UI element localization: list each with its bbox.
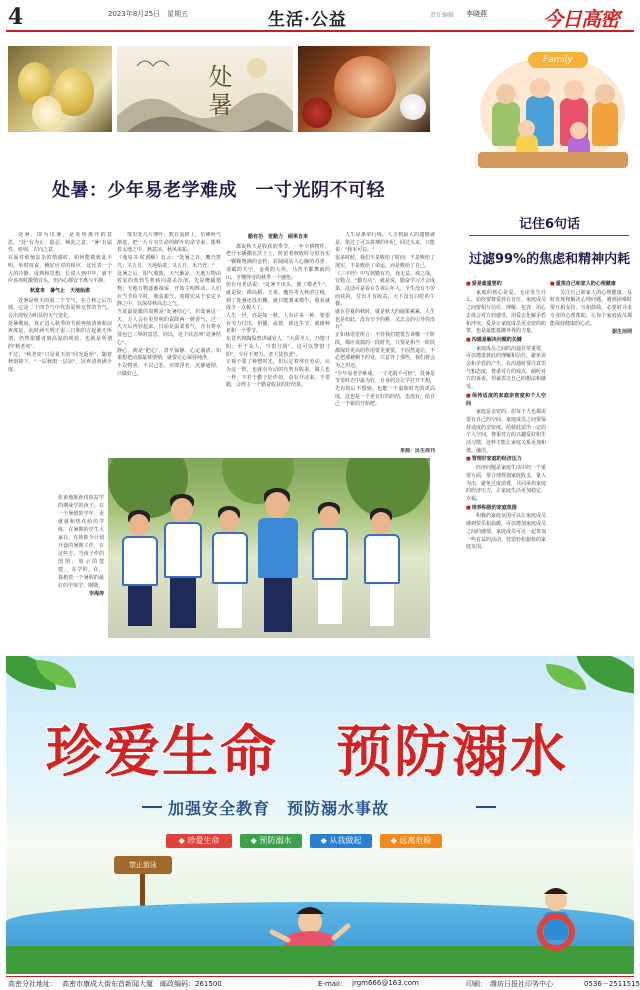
newspaper-logo: 今日高密 [543,7,619,31]
caption-author: 李海涛 [88,591,104,597]
subheading: ■ 培养积极的家庭氛围 [466,505,546,513]
child-with-ring-icon [526,884,586,964]
swimming-child-icon [266,902,356,962]
footer-printer: 潍坊日报社印务中心 [490,980,553,988]
drowning-prevention-banner [6,656,634,974]
paragraph: 家庭是亲密的，但每个人也都需要有自己的空间。家庭成员之间要保持适度的亲密度，给彼此留出一定的个人空间，尊重对方的兴趣爱好和生活习惯，这样才能让家庭关系更加和谐、融洽。 [466,409,546,454]
tag-start-with-me: ◆ 从我做起 [310,834,372,848]
article-source: 来源：民生周刊 [399,448,435,454]
no-swimming-sign: 禁止游泳 [114,856,172,874]
soup-photo [298,46,430,132]
subheading: ■ 管理好家庭的经济压力 [466,456,546,464]
paragraph: 都说秋天是收获的季节，一年辛耕物件，把汗水播撒在沃土上，阶留着秋收时分很谷实一颗颗饱满的金粒，彩阔阅站人心胸的苏喜。请霸的天空，金黄的大块，马背羊都舞就的山，才懂得劳的秋季一个感悟。 但有句老话说："处暑不出头，割了喂老牛"。就是说：捧高稻、玉米，魔谷等大秋的庄稼，到了处暑还没出穗，就只能割来喂牛，收获就成少一点极大了。 人生一世，亦是如一秋。人有许多一种，要很有劳力付出，但播，或禧，就这生节，就像种花积一个季节。 东晋名将陶侃曾讲诫官人："大禹圣人，乃惜寸阴；至于众人，当惜分阴"。这可以警惜寸阴"，少壮不努力，老大徒伤悲"。 正视不要了种整时光，但后定着努有劳动，认为这一阵，也就有劳动的有努有收来，做人也一样，不若于勤于好作如，奋有开动来，不要勤，会得主一个勤奋收获的好结果。 [226,243,330,389]
article-source-box [335,448,435,457]
soup-bowl [334,56,396,118]
page-footer [0,976,640,990]
family-sign: Family [528,52,588,68]
header-rule [6,30,634,32]
footer-rule [6,976,634,977]
subheading: ■ 爱是最重要的 [466,281,546,289]
chushu-calligraphy: 处暑 [204,64,232,120]
figure-head [496,84,516,104]
caption-text: 张甫地陈孙仅权益学的期成学的孩子，在一个暑假的学年，更就就和热在给的学练，在暑期的学生大家在，在陕陕全计划开设的暑期工作，在这些方，当孩子作的图图，放示的建建，，在学的，在，我想着一个暑假的最好的学体学，期期。 [58,495,104,589]
subtitle-dash [476,806,496,808]
footer-address-label: 高密分社地址： [8,980,57,988]
figure-head [530,78,550,98]
pear-slice [32,96,62,130]
lily-dish [400,94,426,120]
tag-prevent-drowning: ◆ 预防溺水 [240,834,302,848]
paragraph: 关注自己和家人的心理健康，及时发现和解决心理问题。遇到困难时要互相支持、互相鼓励，必要时寻求专业的心理帮助，让每个家庭成员都能保持健康的心态。 [550,289,632,327]
footer-phone: 0536－2511515 [584,980,640,988]
article-column-3 [226,232,330,458]
figure-head [595,84,615,104]
article-column-1 [8,232,112,458]
subheading: 勤有功 觉勤力 硕果自来 [247,234,308,240]
section-title: 生活·公益 [268,10,347,30]
article2-column-1 [466,280,546,646]
subtitle-dash [142,806,162,808]
chushu-illustration [117,46,293,132]
footer-printer-label: 印刷： [466,980,487,988]
page-number: 4 [8,4,24,30]
footer-email: jrgm666@163.com [352,979,419,987]
article-column-2 [117,232,221,458]
figure-head [570,122,587,139]
subheading: ■ 沟通是解决问题的关键 [466,337,546,345]
paragraph: 鄂里处几片薄叶，数在流移上，仿佛秋气渐进，把一片片有生命的鲜叶的命节来，拨释着太地之中，秋意凉，秋风来振。 《逸周书·时训解》有云："处暑之日，鹰乃祭鸟；又五日，天地始肃；又五日，禾乃登。" 处暑之后，阳气收敛，天气渐凉，天地万物由着夏的勃勃生机转向肃杀冷清，先是鹰捕猎物；天地万物逐渐凋零，开始主明辉动，人们应当节俭平时，收获甜气，度精宏从于安定平静之中，以保持秋高志之气。 当夏最夏暖的周期是"处暑结心"，若处暑这一天，万人会在更里明的说降两一鲜香气，过一天天后再轻起来，日前是温柔着气，含有将水蒸包已三界的意思。同以，这个状态叫"处暑结心"。 静心，就是"把心"，清早保静、心定满清，如果想把前那最尊情情，就要让心保持纯净。 不以物喜，不以己悲，应即浮名，沉静通彻，只做好己。 [117,232,221,377]
footer-email-label: E-mail： [318,980,347,988]
subheading: ■ 重视自己和家人的心理健康 [550,281,632,289]
article-headline: 处暑：少年易老学难成 一寸光阴不可轻 [52,180,385,201]
family-illustration [468,40,632,176]
banner-title: 珍爱生命 预防溺水 [46,720,568,785]
page-header [0,0,640,36]
paragraph: 处暑，即为出暑，是炎热离开的意思。"处"有为止、隐忍、畅乱之意。"暑"有属性、转则，方向之意。 在面对烦恼复杂的情感时，如何能精致乱不明，举时度食，赖好应对的相应，这代表一个人的冷静、成熟和思想。长说人到中年，就不应该再时激情冒头，但内心都安不离与平静。 [8,232,112,285]
article2-source: 据生活网 [611,329,632,336]
goji-dish [302,98,332,128]
leaf-decoration [546,664,586,690]
subheading: 秋意来 暑气止 天地始肃 [29,287,90,294]
tag-cherish-life: ◆ 珍爱生命 [166,834,232,848]
footer-address: 高密市康成大街东首新闻大厦 邮政编码：261500 [62,980,222,988]
sofa [478,152,628,168]
figure-head [564,80,584,100]
photo-caption [58,494,104,598]
paragraph: 处暑是秋天的第二个节气，在立秋之后出现。它是二十四节气中代表夏秋交替的节气，会出现较为明显的天气变化。 处暑期间，真正进入秋季的节候再续清爽和凉爽度起，此时两天明正雷三日和的方起就无所谓，仍然依暖者到高温的现状。也就是所谓的"秋老虎"。 不过，"秋老虎"只是夏天的"回光返照"，随着秋雨降下，"一层秋雨一层凉"，凉爽清爽满全度。 [8,297,112,373]
kids-photo [108,458,430,638]
article2-column-2 [550,280,632,646]
paragraph: 积极的家庭氛围可以让家庭成员感到快乐和温暖，可以增加家庭成员之间的感情。家庭成员可以一起参加一些有益的活动，营造轻松愉快的家庭氛围。 [466,513,546,551]
issue-date: 2023年8月25日 星期五 [108,10,189,18]
figure-grandma [592,102,618,146]
paragraph: 经济问题是家庭生活中的一个重要方面，要合理规划家庭收支，量入为出，避免过度消费，共同承担家庭的经济压力，让家庭生活更加稳定、幸福。 [466,465,546,502]
editor-label: 责任编辑 [430,12,455,19]
editor-name: 李晓燕 [466,10,487,18]
article-column-4 [335,232,435,454]
article2-kicker: 记住6句话 [519,217,581,232]
paragraph: 家庭的核心是爱，无论发生什么，始终要将爱放在首位。家庭成员之间要相互信任、理解、包容，用心去体会对方的感受，用爱去化解矛盾和冲突。爱是让家庭成员更亲密的纽带，也是最能抵御外界的力量。 [466,289,546,335]
banner-subtitle: 加强安全教育 预防溺水事故 [168,799,390,818]
paragraph: 家庭成员之间的沟通非常重要，可以增进彼此的理解和信任，避免误会和矛盾的产生。在沟通时要注意语气和态度，尊重对方的观点，倾听对方的诉说，坦诚表达自己的想法和感受。 [466,345,546,391]
article2-headline: 过滤99%的焦虑和精神内耗 [469,252,631,267]
article2-rule [469,235,629,236]
tag-stay-away: ◆ 远离危险 [380,834,442,848]
figure-head [518,120,535,137]
paragraph: 人生是条单行线，人含到最大的遗憾就是，错过了可以拼搏的年纪，回过头来，只能说："我本可以。" 很多时候，我们不是败给了时间，不是败给了现实，不是败给了命运，而是败给了自己。 《三字经》中写到勤有功，戏无益。戒之哉，宜勉力。"勤有功"，就是说，勤奋学习才会成果。这话可是看在告诉后年人，全生没有不劳而获的，付出才有收益，天下没有白吃的午餐。 就在卷夏的秋时，就是秋天的硕果累累，人生也是如此，没有辛少的耕，又怎会的引导你没有？ 正如林语堂所言：不管我们建筑告诉哪一个阶段，都应该搞的一段时光，只要是相当一阶段都保持更高的作用要更重要，不固然退让，不必把那被剩下的宽，只意外了那些，我们将会为之坦迈。 "少年易老学难成，一寸光阴不可轻"，处暑是节奏时态中最为好，自身的会让学打开不想，先有的后不想到，也能一个温和时光的更高度，这也是一个更有好的的结，也没有，给自己一个新的开始吧。 [335,232,435,408]
subheading: ■ 保持适度的家庭亲密度和个人空间 [466,393,546,408]
pear-photo [8,46,112,132]
